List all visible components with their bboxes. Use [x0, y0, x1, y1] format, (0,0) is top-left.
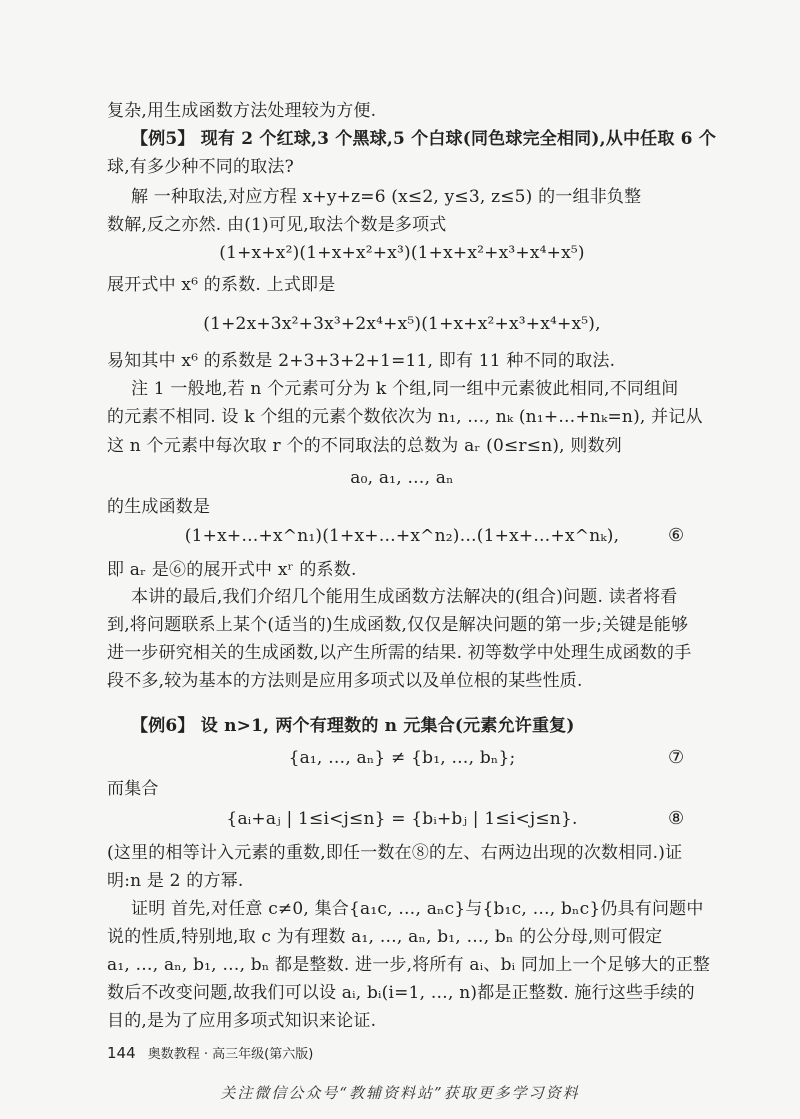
- equation: (1+x+x²)(1+x+x²+x³)(1+x+x²+x³+x⁴+x⁵): [219, 243, 585, 263]
- book-title: 奥数教程 · 高三年级(第六版): [147, 1047, 314, 1062]
- example-6-heading: 【例6】 设 n>1, 两个有理数的 n 元集合(元素允许重复): [131, 716, 575, 736]
- text-line: a₁, …, aₙ, b₁, …, bₙ 都是整数. 进一步,将所有 aᵢ、bᵢ 同加上一个足够大的正整: [107, 955, 711, 975]
- text-line: 易知其中 x⁶ 的系数是 2+3+3+2+1=11, 即有 11 种不同的取法.: [107, 351, 616, 371]
- solution-line: 解 一种取法,对应方程 x+y+z=6 (x≤2, y≤3, z≤5) 的一组非负整: [131, 187, 642, 207]
- equation-8: {aᵢ+aⱼ | 1≤i<j≤n} = {bᵢ+bⱼ | 1≤i<j≤n}.: [226, 809, 578, 829]
- equation: (1+2x+3x²+3x³+2x⁴+x⁵)(1+x+x²+x³+x⁴+x⁵),: [203, 314, 601, 334]
- text-line: 目的,是为了应用多项式知识来论证.: [107, 1011, 377, 1031]
- note-1-line: 注 1 一般地,若 n 个元素可分为 k 个组,同一组中元素彼此相同,不同组间: [131, 379, 679, 399]
- watermark-text: 关注微信公众号“教辅资料站”获取更多学习资料: [220, 1084, 580, 1102]
- text-line: 即 aᵣ 是⑥的展开式中 xʳ 的系数.: [107, 560, 357, 580]
- text-line: 本讲的最后,我们介绍几个能用生成函数方法解决的(组合)问题. 读者将看: [131, 587, 678, 607]
- text-line: (这里的相等计入元素的重数,即任一数在⑧的左、右两边出现的次数相同.)证: [107, 843, 683, 863]
- equation-label-6: ⑥: [668, 525, 685, 546]
- text-line: 数后不改变问题,故我们可以设 aᵢ, bᵢ(i=1, …, n)都是正整数. 施行这些手续的: [107, 983, 695, 1003]
- text-line: 的元素不相同. 设 k 个组的元素个数依次为 n₁, …, nₖ (n₁+…+nₖ=n), 并记从: [107, 407, 703, 427]
- example-5-heading: 【例5】 现有 2 个红球,3 个黑球,5 个白球(同色球完全相同),从中任取 6 个: [131, 129, 717, 149]
- text-line: 段不多,较为基本的方法则是应用多项式以及单位根的某些性质.: [107, 671, 583, 691]
- text-line: 进一步研究相关的生成函数,以产生所需的结果. 初等数学中处理生成函数的手: [107, 643, 692, 663]
- text-line: 说的性质,特别地,取 c 为有理数 a₁, …, aₙ, b₁, …, bₙ 的公分母,则可假定: [107, 927, 663, 947]
- proof-line: 证明 首先,对任意 c≠0, 集合{a₁c, …, aₙc}与{b₁c, …, bₙc}仍具有问题中: [131, 899, 704, 919]
- equation-7: {a₁, …, aₙ} ≠ {b₁, …, bₙ};: [288, 748, 516, 768]
- equation-label-8: ⑧: [668, 808, 685, 829]
- text-line: 明:n 是 2 的方幂.: [107, 871, 244, 891]
- text-line: 到,将问题联系上某个(适当的)生成函数,仅仅是解决问题的第一步;关键是能够: [107, 615, 689, 635]
- text-line: 数解,反之亦然. 由(1)可见,取法个数是多项式: [107, 215, 447, 235]
- equation-label-7: ⑦: [668, 747, 685, 768]
- text-line: 这 n 个元素中每次取 r 个的不同取法的总数为 aᵣ (0≤r≤n), 则数列: [107, 436, 622, 456]
- equation: a₀, a₁, …, aₙ: [350, 468, 454, 488]
- text-line: 而集合: [107, 779, 159, 799]
- equation-6: (1+x+…+x^n₁)(1+x+…+x^n₂)…(1+x+…+x^nₖ),: [184, 526, 620, 546]
- page-footer: [107, 1043, 313, 1062]
- page-number: 144: [107, 1044, 136, 1062]
- text-line: 球,有多少种不同的取法?: [107, 157, 294, 177]
- text-line: 的生成函数是: [107, 497, 211, 517]
- text-line: 展开式中 x⁶ 的系数. 上式即是: [107, 275, 336, 295]
- text-line: 复杂,用生成函数方法处理较为方便.: [107, 101, 377, 121]
